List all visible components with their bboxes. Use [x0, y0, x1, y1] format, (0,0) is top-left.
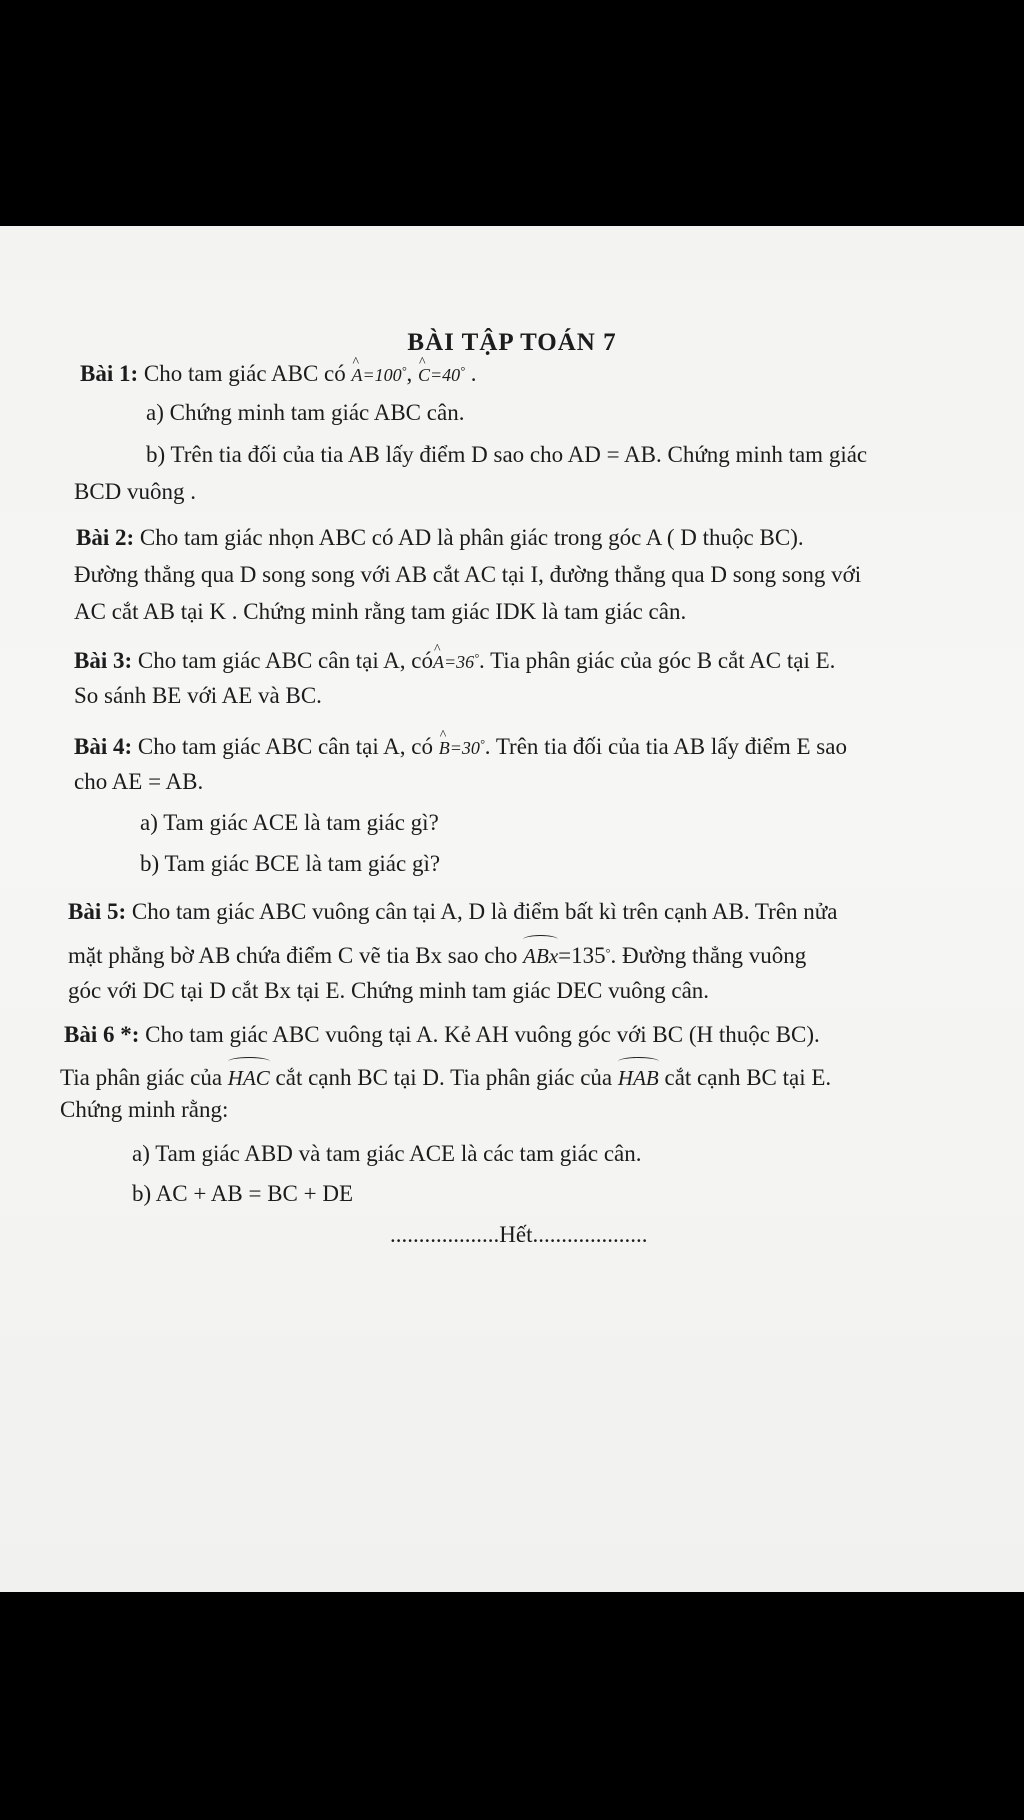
bai1-end: .	[470, 361, 477, 386]
bai4-text-end: . Trên tia đối của tia AB lấy điểm E sao	[484, 734, 847, 759]
degree-symbol: °	[479, 737, 485, 751]
angle-abx-symbol: ABx	[523, 937, 558, 971]
bai1-label: Bài 1:	[80, 361, 139, 386]
bai1-line1	[80, 356, 476, 390]
angle-b-symbol: ^ B	[439, 733, 450, 763]
bai6-text2a: Tia phân giác của	[60, 1065, 223, 1090]
bai6-line1	[64, 1020, 820, 1050]
bai6-part-b: b) AC + AB = BC + DE	[132, 1181, 354, 1206]
bai5-line2	[68, 937, 806, 971]
angle-a-value: =100	[362, 365, 402, 385]
bai3-text: Cho tam giác ABC cân tại A, có	[137, 648, 434, 673]
bai4-line2: cho AE = AB.	[74, 769, 204, 794]
angle-c-symbol: ^ C	[418, 360, 430, 390]
bai3-label: Bài 3:	[74, 648, 133, 673]
bai1-part-a: a) Chứng minh tam giác ABC cân.	[146, 400, 465, 425]
angle-a-symbol: ^ A	[433, 647, 444, 677]
bai3-angle	[433, 652, 479, 672]
bai6-text2b: cắt cạnh BC tại D. Tia phân giác của	[275, 1065, 613, 1090]
bai6-text2c: cắt cạnh BC tại E.	[664, 1065, 832, 1090]
bai5-text2: mặt phẳng bờ AB chứa điểm C vẽ tia Bx sao cho	[68, 943, 518, 968]
angle-value: =135	[558, 943, 606, 968]
bai1-part-b-line1: b) Trên tia đối của tia AB lấy điểm D sao cho AD = AB. Chứng minh tam giác	[146, 442, 868, 467]
worksheet-title: BÀI TẬP TOÁN 7	[407, 329, 617, 356]
bai3-text-end: . Tia phân giác của góc B cắt AC tại E.	[478, 648, 836, 673]
bai6-line2	[60, 1059, 831, 1093]
angle-hab-symbol: HAB	[618, 1059, 659, 1093]
degree-symbol: °	[605, 946, 611, 960]
angle-hac-symbol: HAC	[228, 1059, 270, 1093]
bai1-text: Cho tam giác ABC có	[143, 361, 346, 386]
angle-value: =30	[449, 738, 480, 758]
bai4-part-b: b) Tam giác BCE là tam giác gì?	[140, 851, 441, 876]
bai5-text2-end: . Đường thẳng vuông	[610, 943, 807, 968]
bai2-line3: AC cắt AB tại K . Chứng minh rằng tam giác IDK là tam giác cân.	[74, 599, 687, 624]
bai4-part-a: a) Tam giác ACE là tam giác gì?	[140, 810, 439, 835]
bai4-angle	[439, 738, 485, 758]
angle-a-symbol: ^ A	[352, 360, 363, 390]
worksheet-paper	[0, 226, 1024, 1592]
bai1-angle-c	[418, 365, 465, 385]
bai2-line2: Đường thẳng qua D song song với AB cắt AC tại I, đường thẳng qua D song song với	[74, 562, 862, 587]
degree-symbol: °	[401, 364, 407, 378]
bai5-line3: góc với DC tại D cắt Bx tại E. Chứng minh tam giác DEC vuông cân.	[68, 978, 710, 1003]
bai5-label: Bài 5:	[68, 899, 127, 924]
bai2-text: Cho tam giác nhọn ABC có AD là phân giác trong góc A ( D thuộc BC).	[139, 525, 804, 550]
end-marker: ...................Hết....................	[390, 1222, 648, 1247]
bai6-line3: Chứng minh rằng:	[60, 1097, 229, 1122]
bai6-label: Bài 6 *:	[64, 1022, 140, 1047]
separator: ,	[406, 361, 418, 386]
bai5-line1	[68, 897, 837, 927]
bai6-part-a: a) Tam giác ABD và tam giác ACE là các tam giác cân.	[132, 1141, 642, 1166]
bai1-part-b-line2: BCD vuông .	[74, 479, 197, 504]
bai6-text: Cho tam giác ABC vuông tại A. Kẻ AH vuông góc với BC (H thuộc BC).	[145, 1022, 820, 1047]
bai4-text: Cho tam giác ABC cân tại A, có	[137, 734, 434, 759]
bai2-line1	[76, 523, 804, 553]
bai2-label: Bài 2:	[76, 525, 135, 550]
angle-c-value: =40	[430, 365, 461, 385]
degree-symbol: °	[474, 651, 479, 665]
bai5-text: Cho tam giác ABC vuông cân tại A, D là điểm bất kì trên cạnh AB. Trên nửa	[131, 899, 838, 924]
bai4-label: Bài 4:	[74, 734, 133, 759]
angle-value: =36	[444, 652, 475, 672]
bai3-line1	[74, 643, 835, 677]
bai3-line2: So sánh BE với AE và BC.	[74, 683, 322, 708]
bai1-angle-a	[352, 365, 407, 385]
degree-symbol: °	[460, 364, 465, 378]
bai4-line1	[74, 729, 847, 763]
